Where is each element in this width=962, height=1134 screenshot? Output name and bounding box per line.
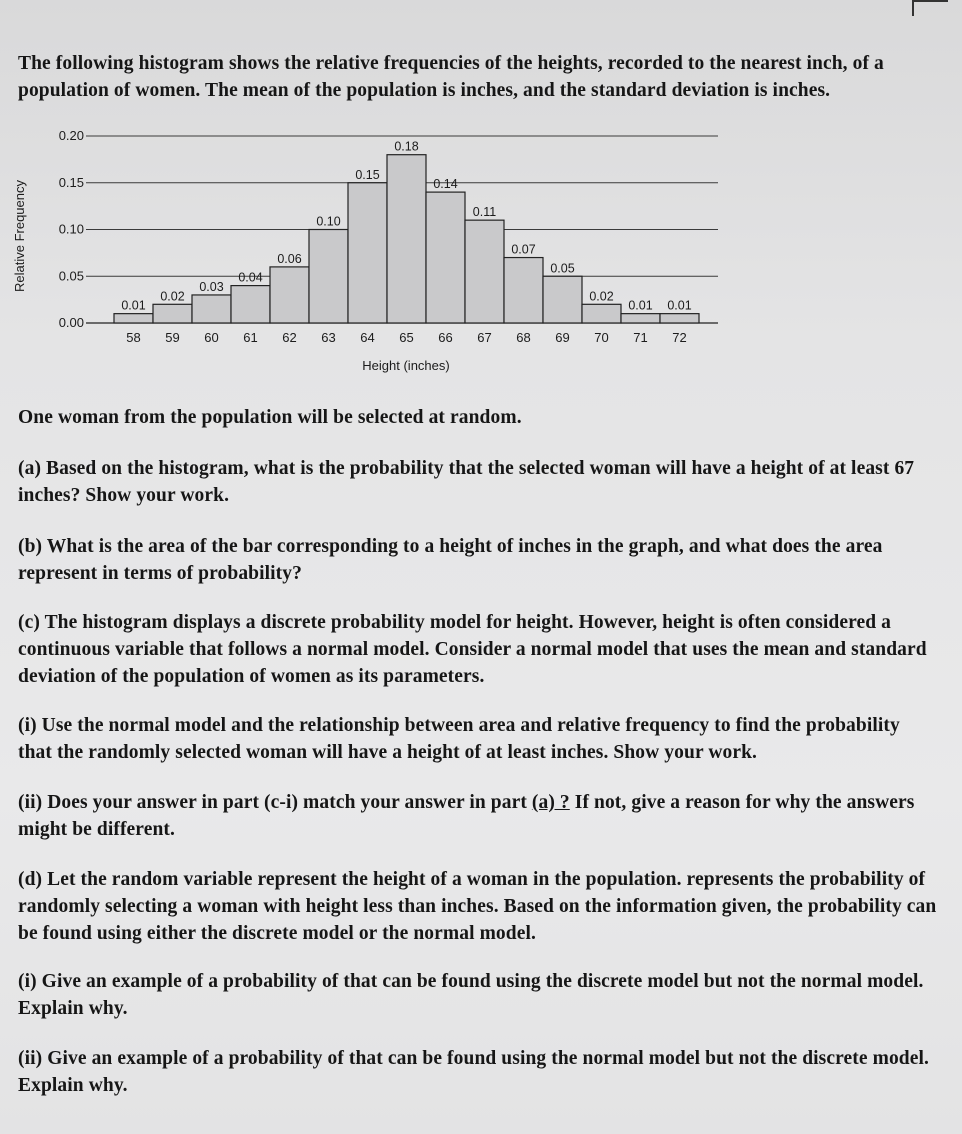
histogram-bar <box>504 258 543 323</box>
histogram-bar <box>309 230 348 324</box>
question-a: (a) Based on the histogram, what is the probability that the selected woman will have a height of at least 67 inches? Show your work. <box>18 458 915 506</box>
y-tick-label: 0.05 <box>58 268 84 284</box>
histogram-bar <box>231 286 270 323</box>
histogram-bar <box>621 314 660 323</box>
x-tick-label: 68 <box>516 330 531 345</box>
y-tick-label: 0.20 <box>58 128 84 143</box>
question-d-ii: (ii) Give an example of a probability of that can be found using the normal model but not the discrete model. Explain why. <box>18 1048 929 1096</box>
x-axis-ticks <box>126 330 686 345</box>
y-axis-label: Relative Frequency <box>12 180 27 292</box>
question-c-i: (i) Use the normal model and the relationship between area and relative frequency to find the probability that the randomly selected woman will have a height of at least inches. Show your work. <box>18 715 900 763</box>
question-c-ii <box>18 789 938 843</box>
histogram-bar <box>543 276 582 323</box>
x-tick-label: 66 <box>438 330 453 345</box>
x-tick-label: 61 <box>243 330 258 345</box>
histogram-bar <box>582 304 621 323</box>
x-tick-label: 63 <box>321 330 336 345</box>
bar-data-label: 0.02 <box>589 289 614 304</box>
histogram-bar <box>192 295 231 323</box>
x-tick-label: 64 <box>360 330 375 345</box>
bar-data-label: 0.03 <box>199 279 224 294</box>
histogram-bar <box>348 183 387 323</box>
bar-data-label: 0.06 <box>277 251 302 266</box>
bar-data-label: 0.14 <box>433 177 458 192</box>
bar-data-label: 0.02 <box>160 289 185 304</box>
bar-data-label: 0.04 <box>238 270 263 285</box>
y-axis-ticks <box>59 128 84 330</box>
y-tick-label: 0.10 <box>58 221 84 237</box>
x-tick-label: 60 <box>204 330 219 345</box>
histogram-bar <box>465 220 504 323</box>
intro-text: The following histogram shows the relative frequencies of the heights, recorded to the nearest inch, of a population of women. The mean of the population is inches, and the standard deviation is inches. <box>18 53 884 101</box>
y-tick-label: 0.00 <box>58 315 84 330</box>
bar-data-label: 0.01 <box>121 298 146 313</box>
question-c: (c) The histogram displays a discrete probability model for height. However, height is often considered a continuous variable that follows a normal model. Consider a normal model that uses the mean and standard deviation of the population of women as its parameters. <box>18 612 927 687</box>
corner-mark <box>912 0 948 16</box>
x-tick-label: 62 <box>282 330 297 345</box>
bar-data-label: 0.07 <box>511 242 536 257</box>
question-b: (b) What is the area of the bar corresponding to a height of inches in the graph, and what does the area represent in terms of probability? <box>18 536 883 584</box>
histogram-bar <box>660 314 699 323</box>
histogram-bar <box>153 304 192 323</box>
bar-data-label: 0.10 <box>316 214 341 229</box>
question-d-i: (i) Give an example of a probability of that can be found using the discrete model but not the normal model. Explain why. <box>18 971 924 1019</box>
x-tick-label: 71 <box>633 330 648 345</box>
x-tick-label: 72 <box>672 330 687 345</box>
histogram-bar <box>426 192 465 323</box>
question-c-ii-after: If not, give a reason for why the answers might be different. <box>18 792 915 840</box>
y-tick-label: 0.15 <box>58 174 84 190</box>
x-tick-label: 67 <box>477 330 492 345</box>
bar-data-label: 0.11 <box>472 205 497 220</box>
question-c-ii-before: (ii) Does your answer in part (c-i) match your answer in part <box>18 792 532 813</box>
x-tick-label: 65 <box>399 330 414 345</box>
question-c-ii-underlined: (a) ? <box>531 792 570 813</box>
x-tick-label: 70 <box>594 330 609 345</box>
bar-data-label: 0.18 <box>394 139 419 154</box>
selection-text: One woman from the population will be selected at random. <box>18 407 522 428</box>
x-tick-label: 69 <box>555 330 570 345</box>
bar-data-label: 0.01 <box>628 298 653 313</box>
bar-data-label: 0.05 <box>550 261 575 276</box>
histogram-bar <box>114 314 153 323</box>
histogram-bar <box>270 267 309 323</box>
histogram-chart <box>0 118 740 380</box>
x-tick-label: 59 <box>165 330 180 345</box>
x-axis-label: Height (inches) <box>362 358 450 373</box>
question-d: (d) Let the random variable represent the height of a woman in the population. represents the probability of randomly selecting a woman with height less than inches. Based on the information given, the probability can be found using either the discrete model or the normal model. <box>18 869 937 944</box>
x-tick-label: 58 <box>126 330 141 345</box>
histogram-bar <box>387 155 426 323</box>
bar-data-label: 0.01 <box>667 298 692 313</box>
bar-data-label: 0.15 <box>355 167 380 182</box>
